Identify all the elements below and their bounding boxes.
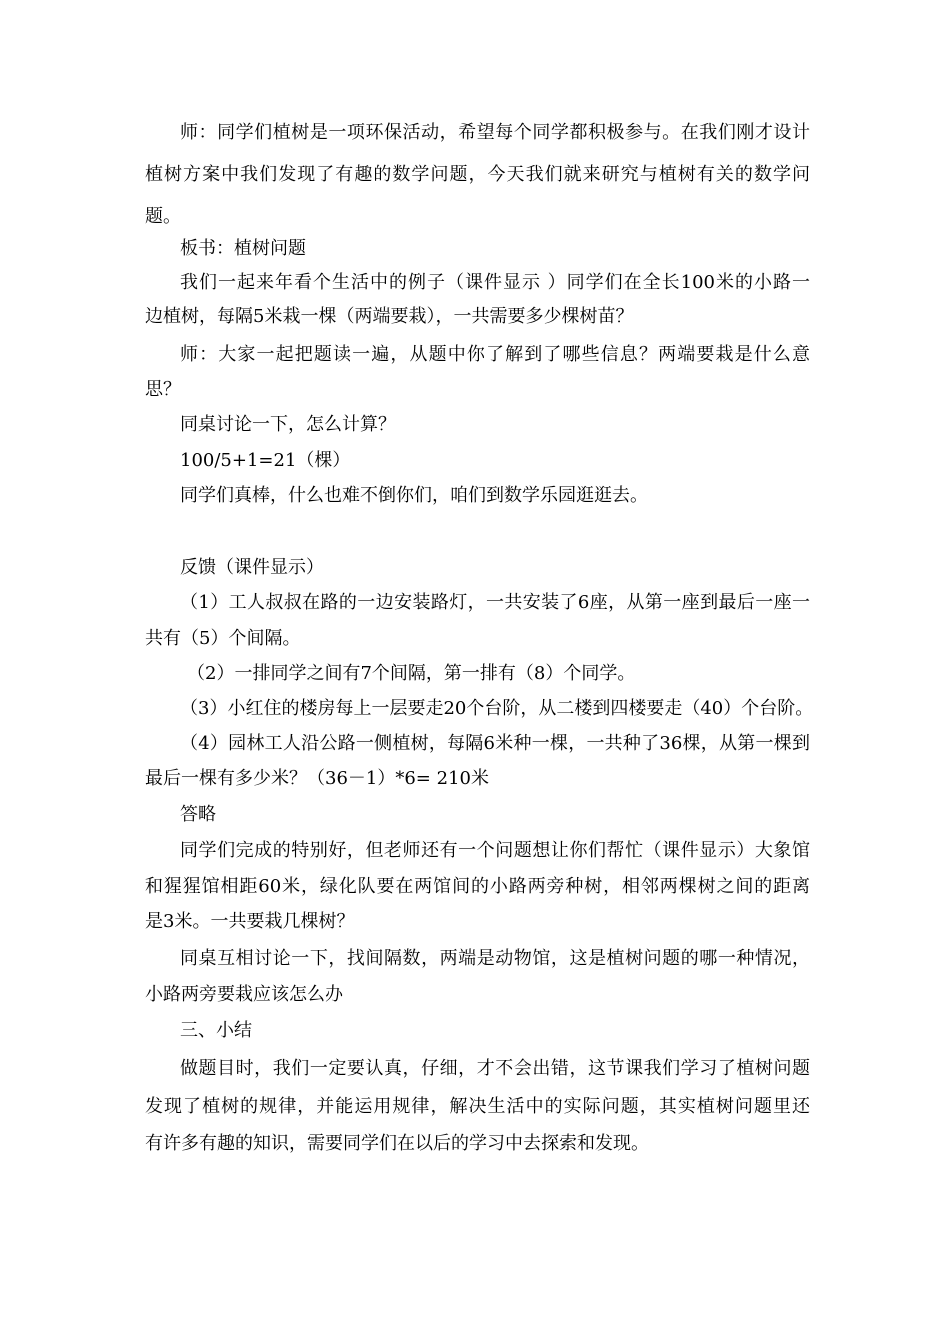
paragraph-line: 做题目时，我们一定要认真，仔细，才不会出错，这节课我们学习了植树问题 xyxy=(180,1058,810,1079)
paragraph-line: 植树方案中我们发现了有趣的数学问题，今天我们就来研究与植树有关的数学问 xyxy=(145,164,810,185)
paragraph-line: 思？ xyxy=(145,379,181,400)
paragraph-line: 和猩猩馆相距60米，绿化队要在两馆间的小路两旁种树，相邻两棵树之间的距离 xyxy=(145,876,810,897)
paragraph-line: 同学们真棒，什么也难不倒你们，咱们到数学乐园逛逛去。 xyxy=(180,485,648,506)
paragraph-line: 小路两旁要栽应该怎么办 xyxy=(145,984,343,1005)
answer-note: 答略 xyxy=(180,804,216,825)
paragraph-line: 同桌讨论一下，怎么计算？ xyxy=(180,414,396,435)
formula-line: 100/5+1=21（棵） xyxy=(180,450,351,471)
board-heading: 板书：植树问题 xyxy=(180,238,306,259)
paragraph-line: 师：大家一起把题读一遍，从题中你了解到了哪些信息？两端要栽是什么意 xyxy=(180,344,810,365)
question-line: （1）工人叔叔在路的一边安装路灯，一共安装了6座，从第一座到最后一座一 xyxy=(180,592,810,613)
paragraph-line: 是3米。一共要栽几棵树？ xyxy=(145,911,355,932)
paragraph-line: 我们一起来年看个生活中的例子（课件显示 ）同学们在全长100米的小路一 xyxy=(180,272,810,293)
section-heading: 反馈（课件显示） xyxy=(180,557,324,578)
section-heading: 三、小结 xyxy=(180,1020,252,1041)
question-line: （3）小红住的楼房每上一层要走20个台阶，从二楼到四楼要走（40）个台阶。 xyxy=(180,698,814,719)
paragraph-line: 边植树，每隔5米栽一棵（两端要栽），一共需要多少棵树苗？ xyxy=(145,306,634,327)
paragraph-line: 发现了植树的规律，并能运用规律，解决生活中的实际问题，其实植树问题里还 xyxy=(145,1096,810,1117)
paragraph-line: 同桌互相讨论一下，找间隔数，两端是动物馆，这是植树问题的哪一种情况， xyxy=(180,948,810,969)
question-line: （2）一排同学之间有7个间隔，第一排有（8）个同学。 xyxy=(187,663,636,684)
paragraph-line: 题。 xyxy=(145,206,181,227)
paragraph-line: 同学们完成的特别好，但老师还有一个问题想让你们帮忙（课件显示）大象馆 xyxy=(180,840,810,861)
paragraph-line: 有许多有趣的知识，需要同学们在以后的学习中去探索和发现。 xyxy=(145,1133,649,1154)
question-line: 最后一棵有多少米？（36－1）*6= 210米 xyxy=(145,768,489,789)
question-line: 共有（5）个间隔。 xyxy=(145,628,301,649)
paragraph-line: 师：同学们植树是一项环保活动，希望每个同学都积极参与。在我们刚才设计 xyxy=(180,122,810,143)
question-line: （4）园林工人沿公路一侧植树，每隔6米种一棵，一共种了36棵，从第一棵到 xyxy=(180,733,810,754)
